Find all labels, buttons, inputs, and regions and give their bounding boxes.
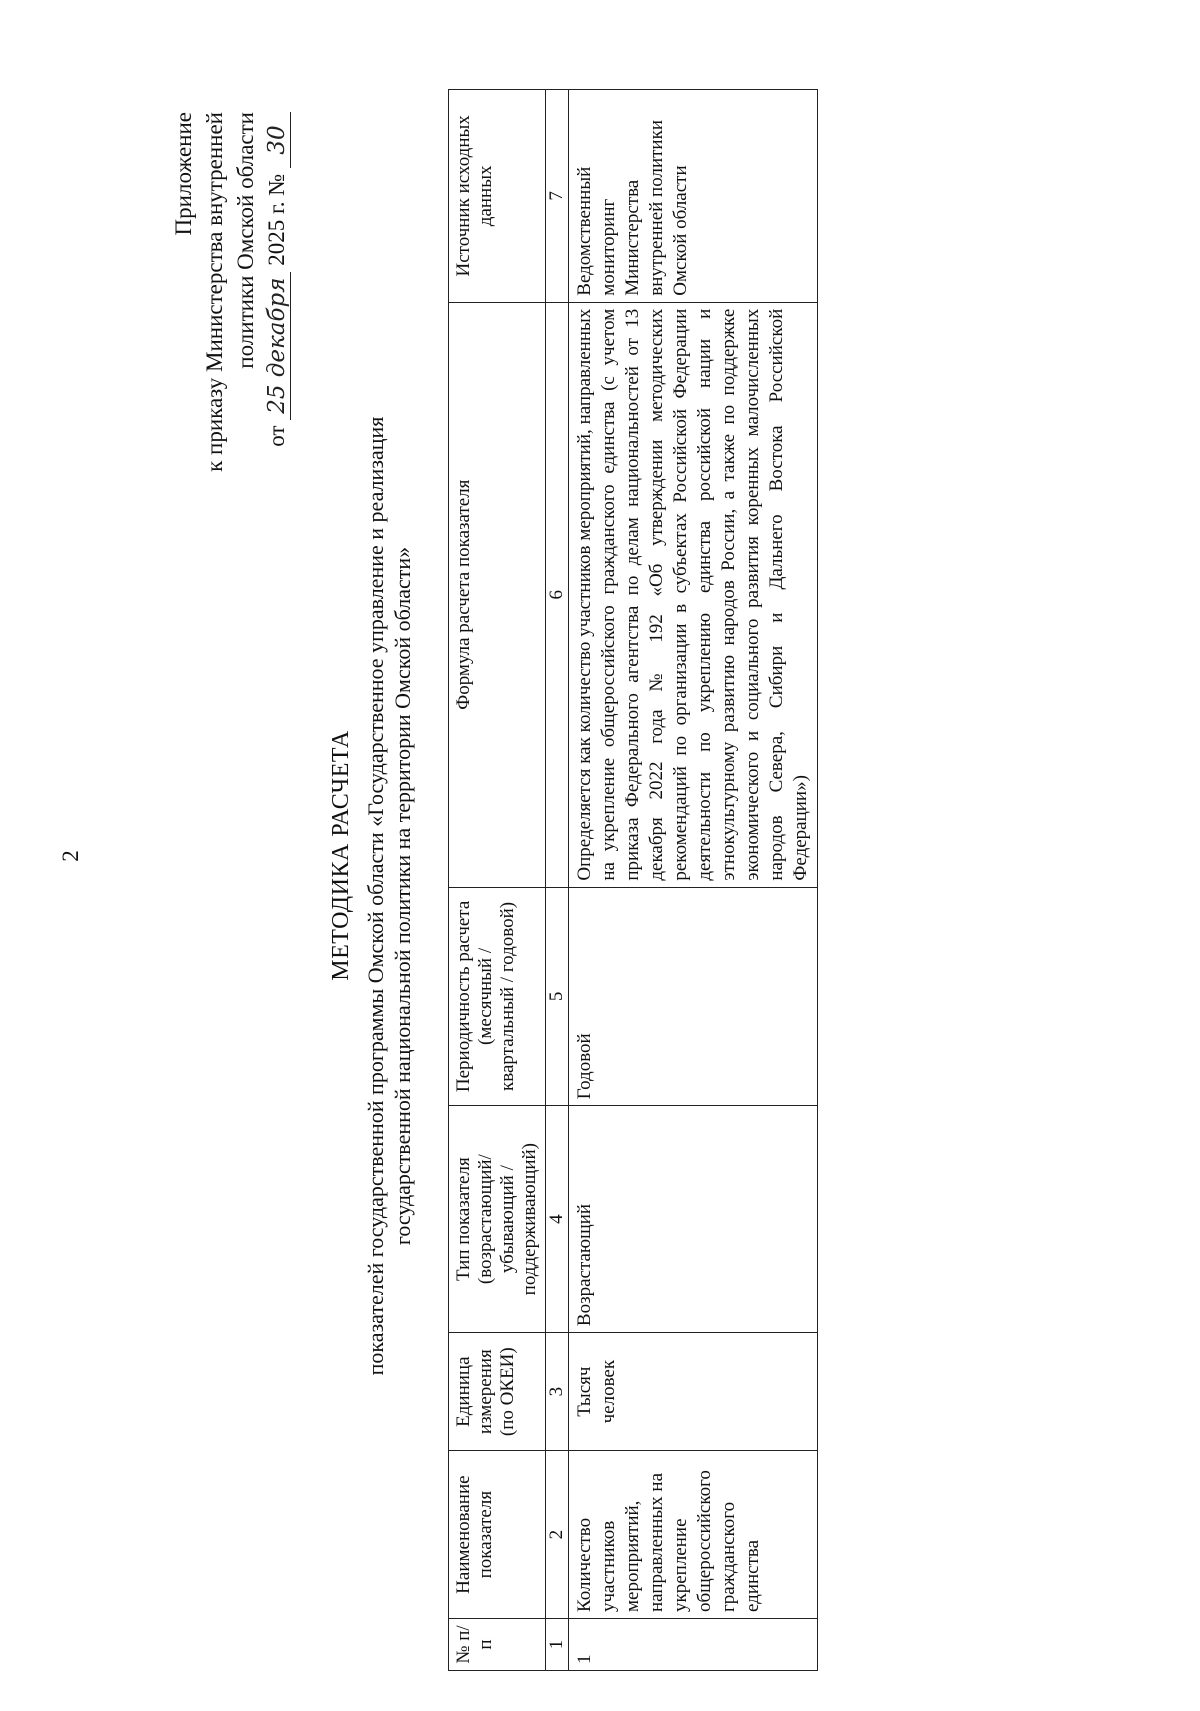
document-subtitle: показателей государственной программы Омской области «Государственное управление и реализация государственной национальной политики на территории Омской области» <box>363 416 415 1376</box>
indicator-name: Количество участников мероприятий, направленных на укрепление общероссийского гражданского единства <box>569 1451 818 1619</box>
methodology-table <box>448 89 818 1671</box>
appendix-ministry: политики Омской области <box>233 112 258 369</box>
column-number: 3 <box>546 1333 569 1451</box>
handwritten-date <box>264 272 291 420</box>
periodicity: Годовой <box>569 887 818 1106</box>
header-unit: Единица измерения (по ОКЕИ) <box>449 1333 546 1451</box>
appendix-order-ref: к приказу Министерства внутренней <box>202 112 227 472</box>
appendix-date-line <box>261 112 292 812</box>
handwritten-day: 25 <box>264 384 290 414</box>
unit-of-measure: Тысяч человек <box>569 1333 818 1451</box>
column-number: 2 <box>546 1451 569 1619</box>
header-indicator-name: Наименование показателя <box>449 1451 546 1619</box>
column-number-row <box>546 90 569 1671</box>
date-prefix: от <box>264 425 289 447</box>
column-number: 5 <box>546 887 569 1106</box>
header-periodicity: Периодичность расчета (месячный / квартальный / годовой) <box>449 887 546 1106</box>
data-source: Ведомственный мониторинг Министерства внутренней политики Омской области <box>569 90 818 303</box>
column-number: 1 <box>546 1619 569 1671</box>
column-number: 4 <box>546 1106 569 1333</box>
indicator-type: Возрастающий <box>569 1106 818 1333</box>
header-number: № п/п <box>449 1619 546 1671</box>
table-row <box>569 90 818 1671</box>
date-year: 2025 г. № <box>264 173 289 266</box>
header-indicator-type: Тип показателя (возрастающий/ убывающий / поддерживающий) <box>449 1106 546 1333</box>
handwritten-order-number: 30 <box>264 112 291 168</box>
document-title: МЕТОДИКА РАСЧЕТА <box>328 730 354 981</box>
table-header-row <box>449 90 546 1671</box>
page-number: 2 <box>58 850 83 862</box>
row-number: 1 <box>569 1619 818 1671</box>
column-number: 6 <box>546 302 569 887</box>
handwritten-month: декабря <box>264 277 290 378</box>
header-formula: Формула расчета показателя <box>449 302 546 887</box>
calculation-formula: Определяется как количество участников мероприятий, направленных на укрепление общероссийского гражданского единства (с учетом приказа Федерального агентства по делам национальностей от 13 декабря 2022 года № 192 «Об утверждении методических рекомендаций по организации в субъектах Российской Федерации деятельности по укреплению единства российской нации и этнокультурному развитию народов России, а также по поддержке экономического и социального развития коренных малочисленных народов Севера, Сибири и Дальнего Востока Российской Федерации») <box>569 302 818 887</box>
column-number: 7 <box>546 90 569 303</box>
appendix-title: Приложение <box>171 112 196 236</box>
header-source: Источник исходных данных <box>449 90 546 303</box>
appendix-header <box>168 112 292 812</box>
